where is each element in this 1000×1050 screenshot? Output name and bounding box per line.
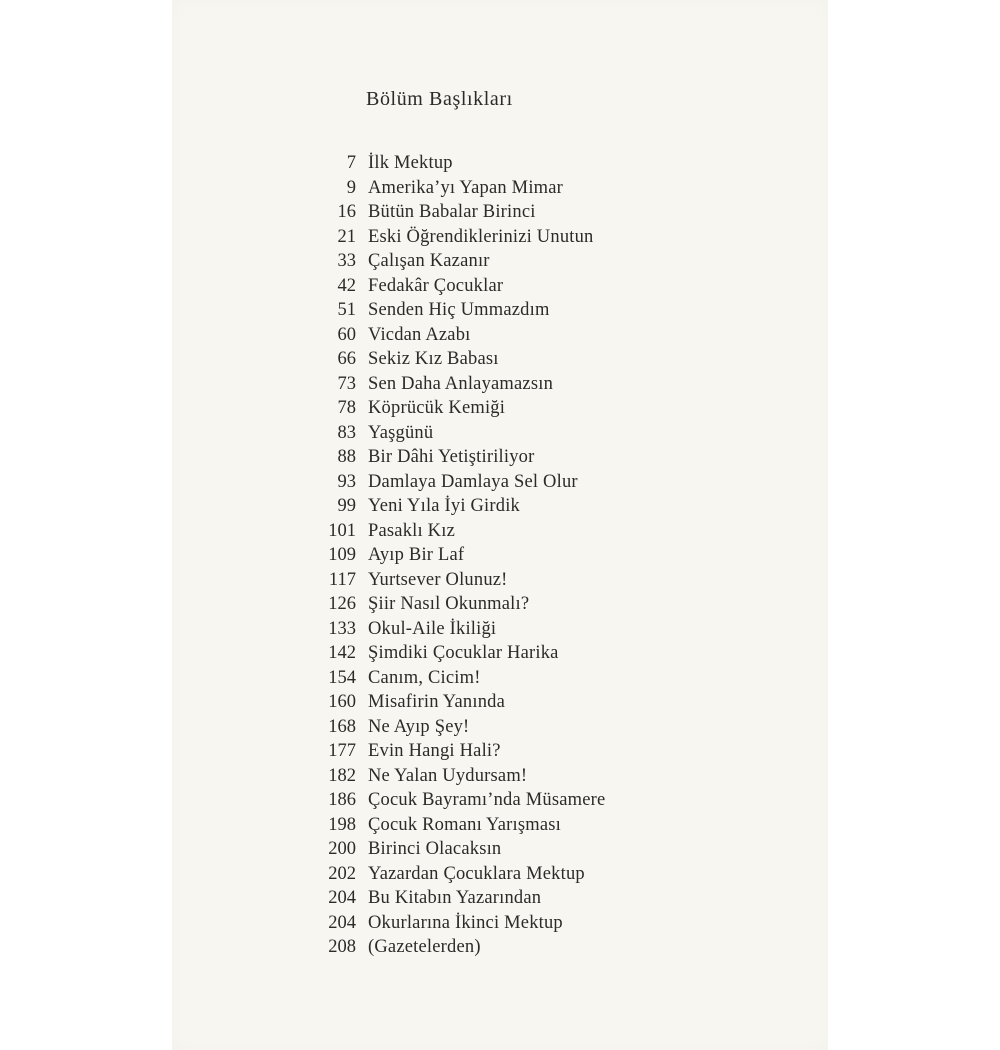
toc-entry xyxy=(290,298,710,323)
toc-chapter-title: Bir Dâhi Yetiştiriliyor xyxy=(368,447,535,467)
toc-page-number: 73 xyxy=(337,373,356,394)
toc-page-number: 42 xyxy=(337,275,356,296)
toc-page-number: 117 xyxy=(328,569,356,590)
toc-chapter-title: Ayıp Bir Laf xyxy=(368,545,465,565)
toc-page-number: 204 xyxy=(328,888,356,908)
toc-entry xyxy=(290,519,710,544)
toc-page-number: 186 xyxy=(328,790,356,810)
toc-entry xyxy=(290,935,710,960)
toc-chapter-title: Birinci Olacaksın xyxy=(368,839,502,859)
toc-chapter-title: Misafirin Yanında xyxy=(368,692,506,712)
toc-chapter-title: Vicdan Azabı xyxy=(368,324,471,345)
toc-entry xyxy=(290,764,710,789)
toc-chapter-title: Sekiz Kız Babası xyxy=(368,349,499,369)
toc-entry xyxy=(290,151,710,176)
toc-chapter-title: Çocuk Bayramı’nda Müsamere xyxy=(368,790,606,810)
toc-page-number: 101 xyxy=(328,520,356,541)
toc-page-number: 182 xyxy=(328,765,356,786)
toc-chapter-title: Yaşgünü xyxy=(368,422,434,443)
toc-chapter-title: Bu Kitabın Yazarından xyxy=(368,888,542,908)
toc-page-number: 88 xyxy=(337,447,356,467)
toc-entry xyxy=(290,617,710,642)
toc-page-number: 33 xyxy=(337,251,356,271)
toc-page-number: 208 xyxy=(328,937,356,957)
toc-page-number: 83 xyxy=(337,422,356,443)
toc-entry xyxy=(290,886,710,911)
toc-page-number: 168 xyxy=(328,716,356,737)
toc-chapter-title: Şimdiki Çocuklar Harika xyxy=(368,643,559,663)
toc-page-number: 7 xyxy=(346,153,356,173)
toc-page-number: 142 xyxy=(328,643,356,663)
toc-chapter-title: Eski Öğrendiklerinizi Unutun xyxy=(368,226,594,247)
toc-entry xyxy=(290,543,710,568)
toc-page-number: 160 xyxy=(328,692,356,712)
toc-chapter-title: Okul-Aile İkiliği xyxy=(368,618,497,639)
toc-entry xyxy=(290,347,710,372)
toc-entry xyxy=(290,690,710,715)
toc-page-number: 99 xyxy=(337,496,356,516)
toc-entry xyxy=(290,396,710,421)
toc-entry xyxy=(290,494,710,519)
toc-entry xyxy=(290,788,710,813)
toc-chapter-title: Çocuk Romanı Yarışması xyxy=(368,814,562,835)
toc-chapter-title: Okurlarına İkinci Mektup xyxy=(368,912,563,933)
toc-chapter-title: Yurtsever Olunuz! xyxy=(368,569,508,590)
page-title: Bölüm Başlıkları xyxy=(366,88,513,110)
toc-page-number: 109 xyxy=(328,545,356,565)
toc-entry xyxy=(290,200,710,225)
toc-page-number: 93 xyxy=(337,471,356,492)
toc-entry xyxy=(290,837,710,862)
toc-page-number: 78 xyxy=(337,398,356,418)
toc-chapter-title: Fedakâr Çocuklar xyxy=(368,275,504,296)
toc-page-number: 66 xyxy=(337,349,356,369)
toc-page-number: 204 xyxy=(328,912,356,933)
toc-chapter-title: Damlaya Damlaya Sel Olur xyxy=(368,471,578,492)
toc-chapter-title: Sen Daha Anlayamazsın xyxy=(368,373,554,394)
toc-page-number: 198 xyxy=(328,814,356,835)
toc-entry xyxy=(290,715,710,740)
toc-entry xyxy=(290,225,710,250)
toc-entry xyxy=(290,739,710,764)
toc-page-number: 126 xyxy=(328,594,356,614)
toc-entry xyxy=(290,568,710,593)
toc-page-number: 154 xyxy=(328,667,356,688)
toc-page-number: 60 xyxy=(337,324,356,345)
table-of-contents xyxy=(290,151,710,960)
toc-entry xyxy=(290,421,710,446)
toc-entry xyxy=(290,592,710,617)
toc-entry xyxy=(290,666,710,691)
toc-page-number: 16 xyxy=(337,202,356,222)
toc-page-number: 9 xyxy=(346,177,356,198)
toc-chapter-title: Yeni Yıla İyi Girdik xyxy=(368,496,520,516)
toc-page-number: 200 xyxy=(328,839,356,859)
toc-chapter-title: İlk Mektup xyxy=(368,153,453,173)
toc-entry xyxy=(290,323,710,348)
toc-page-number: 133 xyxy=(328,618,356,639)
toc-entry xyxy=(290,641,710,666)
toc-chapter-title: Çalışan Kazanır xyxy=(368,251,490,271)
toc-entry xyxy=(290,862,710,887)
toc-chapter-title: Ne Yalan Uydursam! xyxy=(368,765,528,786)
toc-chapter-title: Senden Hiç Ummazdım xyxy=(368,300,550,320)
toc-chapter-title: Bütün Babalar Birinci xyxy=(368,202,536,222)
toc-page-number: 51 xyxy=(337,300,356,320)
toc-chapter-title: Ne Ayıp Şey! xyxy=(368,716,470,737)
toc-entry xyxy=(290,813,710,838)
toc-page-number: 21 xyxy=(337,226,356,247)
toc-page-number: 202 xyxy=(328,863,356,884)
toc-entry xyxy=(290,249,710,274)
toc-chapter-title: Canım, Cicim! xyxy=(368,667,481,688)
toc-chapter-title: Pasaklı Kız xyxy=(368,520,455,541)
toc-chapter-title: Yazardan Çocuklara Mektup xyxy=(368,863,585,884)
toc-chapter-title: Amerika’yı Yapan Mimar xyxy=(368,177,564,198)
toc-entry xyxy=(290,445,710,470)
toc-chapter-title: Köprücük Kemiği xyxy=(368,398,506,418)
toc-entry xyxy=(290,176,710,201)
toc-chapter-title: (Gazetelerden) xyxy=(368,937,481,957)
toc-entry xyxy=(290,470,710,495)
toc-page-number: 177 xyxy=(328,741,356,761)
toc-chapter-title: Şiir Nasıl Okunmalı? xyxy=(368,594,530,614)
toc-chapter-title: Evin Hangi Hali? xyxy=(368,741,501,761)
toc-entry xyxy=(290,372,710,397)
toc-entry xyxy=(290,274,710,299)
toc-entry xyxy=(290,911,710,936)
